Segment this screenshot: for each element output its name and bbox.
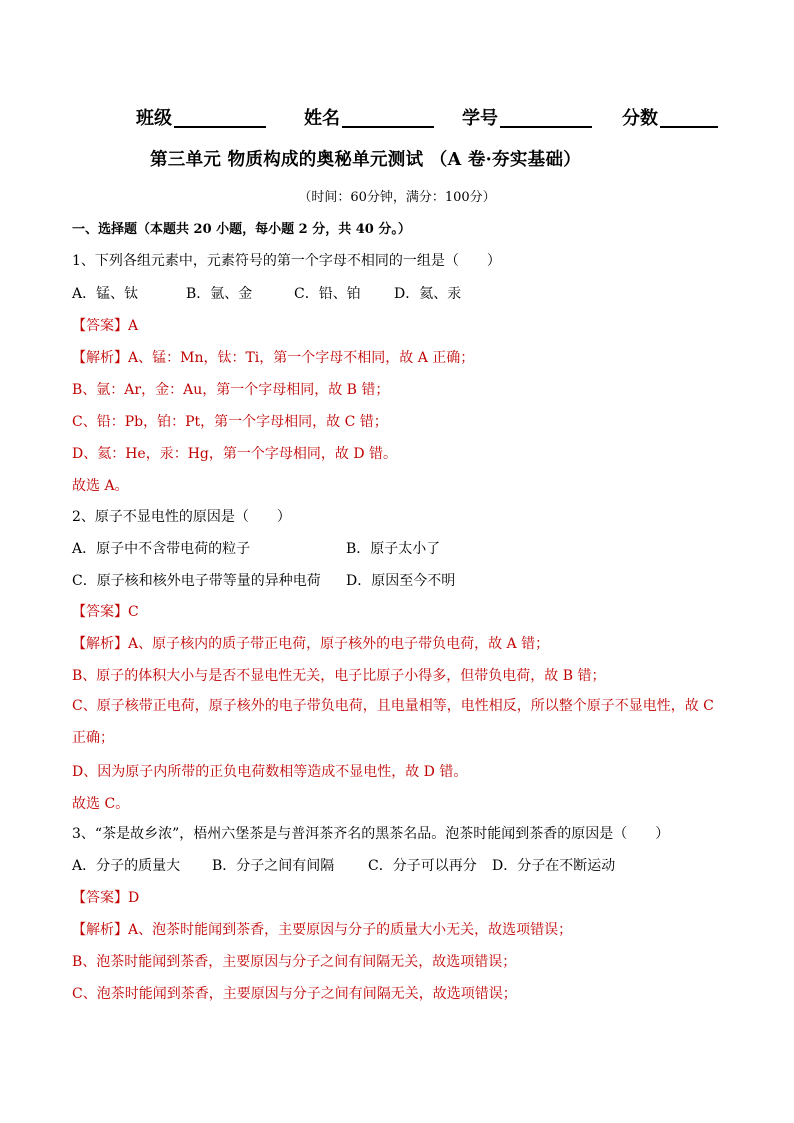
question-3-option-d: D．分子在不断运动 <box>492 858 616 874</box>
analysis-label: 【解析】 <box>72 350 128 366</box>
answer-value: A <box>128 318 139 334</box>
question-3-stem: 3、“茶是故乡浓”，梧州六堡茶是与普洱茶齐名的黑茶名品。泡茶时能闻到茶香的原因是（ ） <box>72 826 670 842</box>
question-1-option-d: D．氦、汞 <box>394 286 462 302</box>
question-3-answer <box>72 887 139 907</box>
question-3-analysis-line: B、泡茶时能闻到茶香，主要原因与分子之间有间隔无关，故选项错误； <box>72 954 517 970</box>
question-1-analysis-line: B、氩：Ar，金：Au，第一个字母相同，故 B 错； <box>72 382 390 398</box>
answer-value: D <box>128 890 140 906</box>
question-1-analysis-line: D、氦：He，汞：Hg，第一个字母相同，故 D 错。 <box>72 446 398 462</box>
question-1-stem: 1、下列各组元素中，元素符号的第一个字母不相同的一组是（ ） <box>72 253 501 269</box>
answer-value: C <box>128 604 139 620</box>
name-label: 姓名 <box>304 108 340 129</box>
name-field <box>304 104 434 130</box>
student-info-row <box>0 104 794 132</box>
question-3-analysis-line <box>72 919 572 939</box>
class-field <box>136 104 266 130</box>
question-1-analysis-line <box>72 347 474 367</box>
question-3-analysis-line: C、泡茶时能闻到茶香，主要原因与分子之间有间隔无关，故选项错误； <box>72 986 517 1002</box>
question-2-analysis-line: D、因为原子内所带的正负电荷数相等造成不显电性，故 D 错。 <box>72 764 468 780</box>
question-2-option-d: D．原因至今不明 <box>346 573 456 589</box>
analysis-text: A、泡茶时能闻到茶香，主要原因与分子的质量大小无关，故选项错误； <box>128 922 573 938</box>
name-blank[interactable] <box>342 104 434 128</box>
analysis-label: 【解析】 <box>72 636 128 652</box>
answer-label: 【答案】 <box>72 890 128 906</box>
exam-time-info: （时间：60分钟，满分：100分） <box>298 190 496 205</box>
student-id-blank[interactable] <box>500 104 592 128</box>
question-2-stem: 2、原子不显电性的原因是（ ） <box>72 509 291 525</box>
question-1-option-b: B．氩、金 <box>186 286 253 302</box>
question-3-option-a: A．分子的质量大 <box>72 858 181 874</box>
class-label: 班级 <box>136 108 172 129</box>
question-2-analysis-line <box>72 633 549 653</box>
question-3-option-c: C．分子可以再分 <box>368 858 477 874</box>
score-blank[interactable] <box>660 104 718 128</box>
question-2-option-c: C．原子核和核外电子带等量的异种电荷 <box>72 573 321 589</box>
question-1-analysis-line: C、铅：Pb，铂：Pt，第一个字母相同，故 C 错； <box>72 414 388 430</box>
analysis-text: A、锰：Mn，钛：Ti，第一个字母不相同，故 A 正确； <box>128 350 475 366</box>
answer-label: 【答案】 <box>72 318 128 334</box>
student-id-label: 学号 <box>462 108 498 129</box>
question-1-option-a: A．锰、钛 <box>72 286 139 302</box>
analysis-text: A、原子核内的质子带正电荷，原子核外的电子带负电荷，故 A 错； <box>128 636 550 652</box>
question-2-analysis-line: B、原子的体积大小与是否不显电性无关，电子比原子小得多，但带负电荷，故 B 错； <box>72 668 606 684</box>
answer-label: 【答案】 <box>72 604 128 620</box>
question-2-conclusion: 故选 C。 <box>72 796 130 812</box>
class-blank[interactable] <box>174 104 266 128</box>
question-1-answer <box>72 315 138 335</box>
question-2-option-b: B．原子太小了 <box>346 541 441 557</box>
section-heading: 一、选择题（本题共 20 小题，每小题 2 分，共 40 分。） <box>72 222 411 237</box>
student-id-field <box>462 104 592 130</box>
score-field <box>622 104 718 130</box>
question-1-option-c: C．铅、铂 <box>294 286 361 302</box>
question-2-answer <box>72 601 139 621</box>
question-3-option-b: B．分子之间有间隔 <box>212 858 335 874</box>
score-label: 分数 <box>622 108 658 129</box>
question-2-analysis-line: C、原子核带正电荷，原子核外的电子带负电荷，且电量相等，电性相反，所以整个原子不显电性，故 C 正确； <box>72 698 714 746</box>
question-1-conclusion: 故选 A。 <box>72 478 129 494</box>
question-2-option-a: A．原子中不含带电荷的粒子 <box>72 541 251 557</box>
analysis-label: 【解析】 <box>72 922 128 938</box>
page-title: 第三单元 物质构成的奥秘单元测试 （A 卷·夯实基础） <box>150 150 582 170</box>
